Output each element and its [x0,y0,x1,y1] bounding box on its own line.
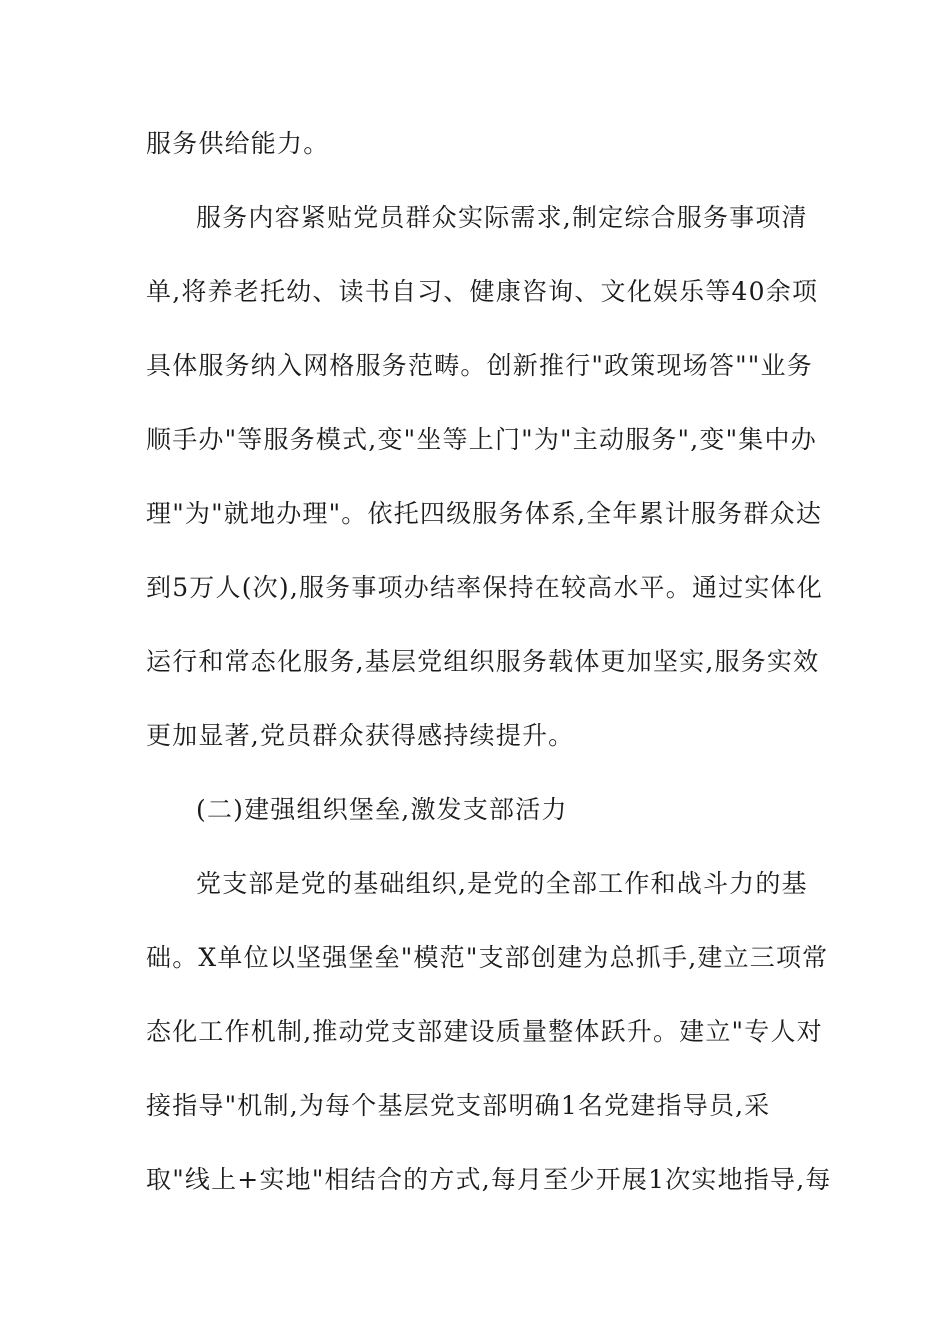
paragraph-line: 态化工作机制,推动党支部建设质量整体跃升。建立"专人对 [146,1017,823,1046]
paragraph-line: 服务内容紧贴党员群众实际需求,制定综合服务事项清 [196,203,808,232]
section-heading: (二)建强组织堡垒,激发支部活力 [196,795,568,824]
paragraph-line: 具体服务纳入网格服务范畴。创新推行"政策现场答""业务 [146,351,813,380]
paragraph-line: 理"为"就地办理"。依托四级服务体系,全年累计服务群众达 [146,499,823,528]
paragraph-line: 取"线上+实地"相结合的方式,每月至少开展1次实地指导,每 [146,1165,832,1194]
paragraph-line: 单,将养老托幼、读书自习、健康咨询、文化娱乐等40余项 [146,277,819,306]
paragraph-line: 到5万人(次),服务事项办结率保持在较高水平。通过实体化 [146,573,823,602]
paragraph-line: 更加显著,党员群众获得感持续提升。 [146,721,575,750]
paragraph-line: 服务供给能力。 [146,129,330,158]
paragraph-line: 顺手办"等服务模式,变"坐等上门"为"主动服务",变"集中办 [146,425,817,454]
paragraph-line: 接指导"机制,为每个基层党支部明确1名党建指导员,采 [146,1091,771,1120]
paragraph-line: 运行和常态化服务,基层党组织服务载体更加坚实,服务实效 [146,647,820,676]
paragraph-line: 党支部是党的基础组织,是党的全部工作和战斗力的基 [196,869,808,898]
paragraph-line: 础。X单位以坚强堡垒"模范"支部创建为总抓手,建立三项常 [146,943,829,972]
